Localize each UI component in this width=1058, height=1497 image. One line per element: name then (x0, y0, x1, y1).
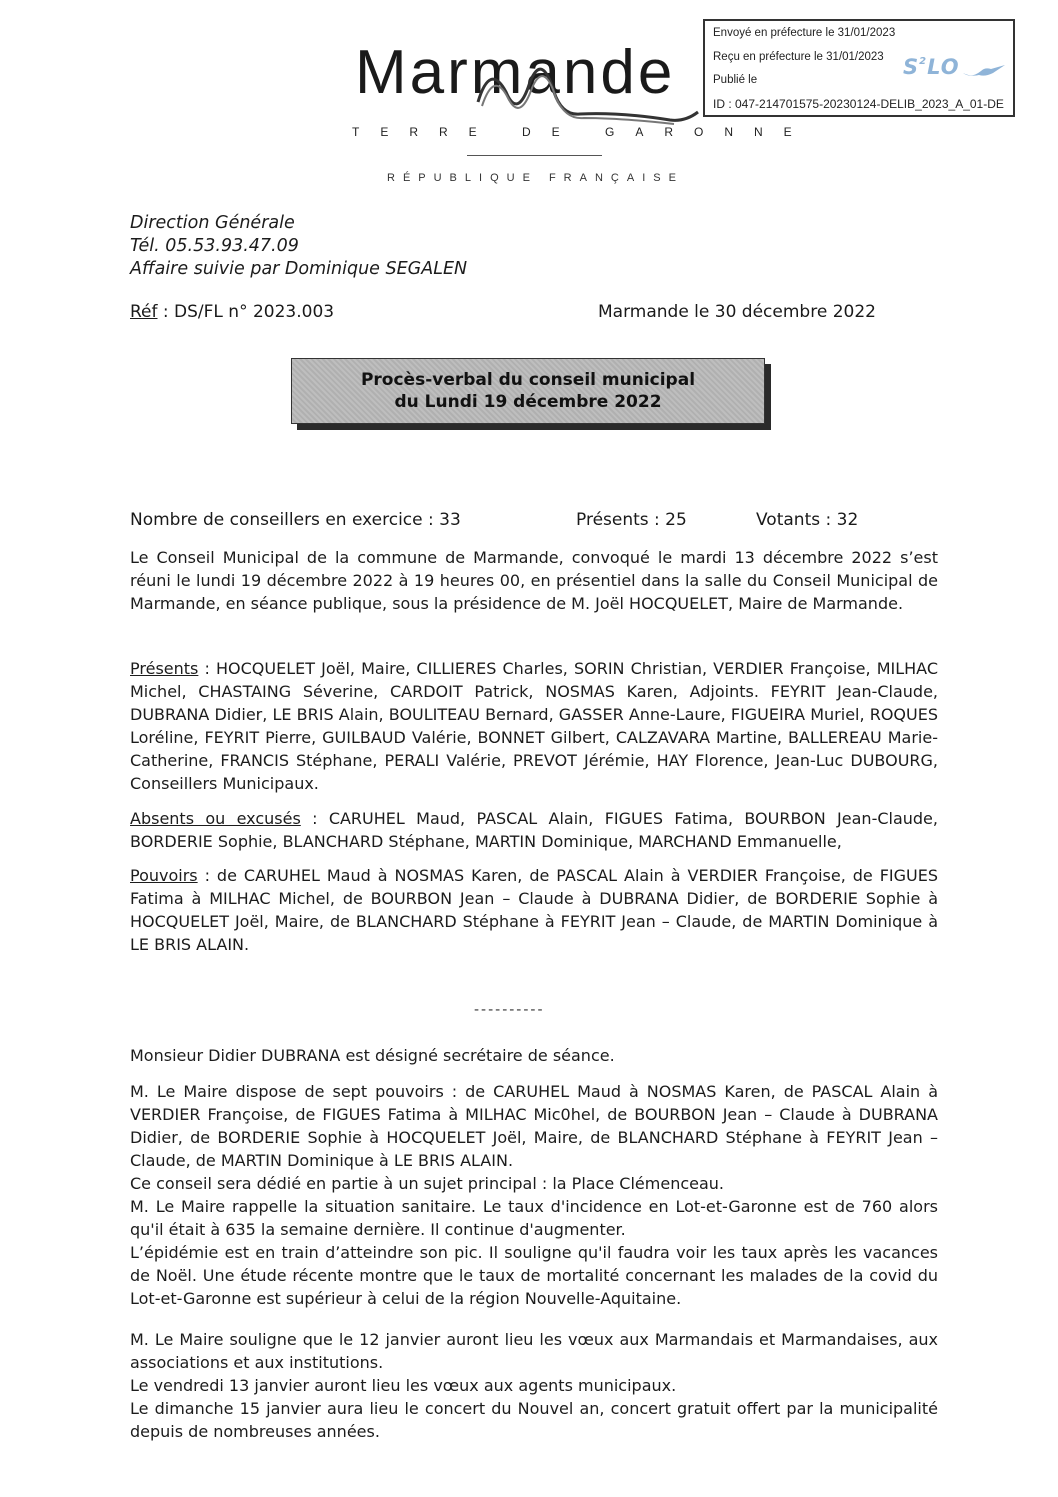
document-date: Marmande le 30 décembre 2022 (598, 302, 876, 322)
stamp-id: ID : 047-214701575-20230124-DELIB_2023_A_01-DE (713, 97, 1004, 111)
pouvoirs-list: : de CARUHEL Maud à NOSMAS Karen, de PASCAL Alain à VERDIER Françoise, de FIGUES Fatima à MILHAC Michel, de BOURBON Jean – Claude à DUBRANA Didier, de BORDERIE Sophie à HOCQUELET Joël, Maire, de BLANCHARD Stéphane à FEYRIT Jean – Claude, de MARTIN Dominique à LE BRIS ALAIN. (130, 866, 938, 954)
reference-value: : DS/FL n° 2023.003 (157, 302, 335, 322)
stamp-published: Publié le (713, 74, 758, 86)
sender-department: Direction Générale (130, 213, 295, 233)
concert-paragraph: Le dimanche 15 janvier aura lieu le concert du Nouvel an, concert gratuit offert par la municipalité depuis de nombreuses années. (130, 1399, 938, 1441)
intro-paragraph: Le Conseil Municipal de la commune de Marmande, convoqué le mardi 13 décembre 2022 s’est réuni le lundi 19 décembre 2022 à 19 heures 00, en présentiel dans la salle du Conseil Municipal de Marmande, en séance publique, sous la présidence de M. Joël HOCQUELET, Maire de Marmande. (130, 548, 938, 613)
presents-list: : HOCQUELET Joël, Maire, CILLIERES Charles, SORIN Christian, VERDIER Françoise, MILHAC Michel, CHASTAING Séverine, CARDOIT Patrick, NOSMAS Karen, Adjoints. FEYRIT Jean-Claude, DUBRANA Didier, LE BRIS Alain, BOULITEAU Bernard, GASSER Anne-Laure, FIGUEIRA Muriel, ROQUES Loréline, FEYRIT Pierre, GUILBAUD Valérie, BONNET Gilbert, CALZAVARA Martine, BALLEREAU Marie-Catherine, FRANCIS Stéphane, PERALI Valérie, PREVOT Jérémie, HAY Florence, Jean-Luc DUBOURG, Conseillers Municipaux. (130, 659, 938, 793)
sender-phone: Tél. 05.53.93.47.09 (130, 236, 299, 256)
pouvoirs-paragraph (130, 864, 938, 956)
count-votants: Votants : 32 (756, 510, 859, 530)
tagline: TERRE DE GARONNE (352, 125, 813, 139)
logo-divider (467, 155, 602, 156)
title-line-1: Procès-verbal du conseil municipal (360, 370, 696, 390)
maire-sanitaire-paragraph: M. Le Maire rappelle la situation sanitaire. Le taux d'incidence en Lot-et-Garonne est de 760 alors qu'il était à 635 la semaine dernière. Il continue d'augmenter. (130, 1197, 938, 1239)
section-separator: ---------- (474, 1002, 545, 1018)
s2lo-sup: 2 (919, 56, 928, 67)
marmande-logo-text: Marmande (355, 38, 676, 107)
count-presents: Présents : 25 (576, 510, 687, 530)
s2lo-bird-icon (961, 63, 1007, 81)
absents-label: Absents ou excusés (130, 809, 301, 828)
secretaire-paragraph: Monsieur Didier DUBRANA est désigné secrétaire de séance. (130, 1046, 615, 1065)
presents-label: Présents (130, 659, 199, 678)
maire-section (130, 1080, 938, 1310)
reference-label: Réf (130, 302, 158, 322)
maire-sujet-paragraph: Ce conseil sera dédié en partie à un sujet principal : la Place Clémenceau. (130, 1174, 724, 1193)
absents-list: : CARUHEL Maud, PASCAL Alain, FIGUES Fatima, BOURBON Jean-Claude, BORDERIE Sophie, BLANCHARD Stéphane, MARTIN Dominique, MARCHAND Emmanuelle, (130, 809, 938, 851)
absents-paragraph (130, 807, 938, 853)
sender-block (130, 212, 467, 281)
sender-followed-by: Affaire suivie par Dominique SEGALEN (130, 259, 468, 279)
s2lo-logo (903, 55, 960, 79)
title-line-2: du Lundi 19 décembre 2022 (394, 392, 662, 412)
republic-label: RÉPUBLIQUE FRANÇAISE (387, 172, 684, 184)
stamp-sent-date: Envoyé en préfecture le 31/01/2023 (713, 27, 896, 39)
garonne-wave-icon (470, 52, 700, 132)
voeux-marmandais-paragraph: M. Le Maire souligne que le 12 janvier auront lieu les vœux aux Marmandais et Marmandaises, aux associations et aux institutions. (130, 1330, 938, 1372)
reference (130, 302, 334, 322)
pouvoirs-label: Pouvoirs (130, 866, 198, 885)
presents-paragraph (130, 657, 938, 795)
maire-pouvoirs-paragraph: M. Le Maire dispose de sept pouvoirs : de CARUHEL Maud à NOSMAS Karen, de PASCAL Alain à VERDIER Françoise, de FIGUES Fatima à MILHAC Mic0hel, de BOURBON Jean – Claude à DUBRANA Didier, de BORDERIE Sophie à HOCQUELET Joël, Maire, de BLANCHARD Stéphane à FEYRIT Jean – Claude, de MARTIN Dominique à LE BRIS ALAIN. (130, 1082, 938, 1170)
document-title-box (291, 358, 765, 424)
stamp-received-date: Reçu en préfecture le 31/01/2023 (713, 51, 884, 63)
voeux-agents-paragraph: Le vendredi 13 janvier auront lieu les vœux aux agents municipaux. (130, 1376, 677, 1395)
s2lo-letters: LO (927, 55, 960, 79)
count-exercice: Nombre de conseillers en exercice : 33 (130, 510, 461, 530)
maire-epidemie-paragraph: L’épidémie est en train d’atteindre son pic. Il souligne qu'il faudra voir les taux après les vacances de Noël. Une étude récente montre que le taux de mortalité concernant les malades de la covid du Lot-et-Garonne est supérieur à celui de la région Nouvelle-Aquitaine. (130, 1243, 938, 1308)
prefecture-stamp (703, 19, 1015, 117)
s2lo-letter: S (903, 55, 920, 79)
voeux-section (130, 1328, 938, 1443)
